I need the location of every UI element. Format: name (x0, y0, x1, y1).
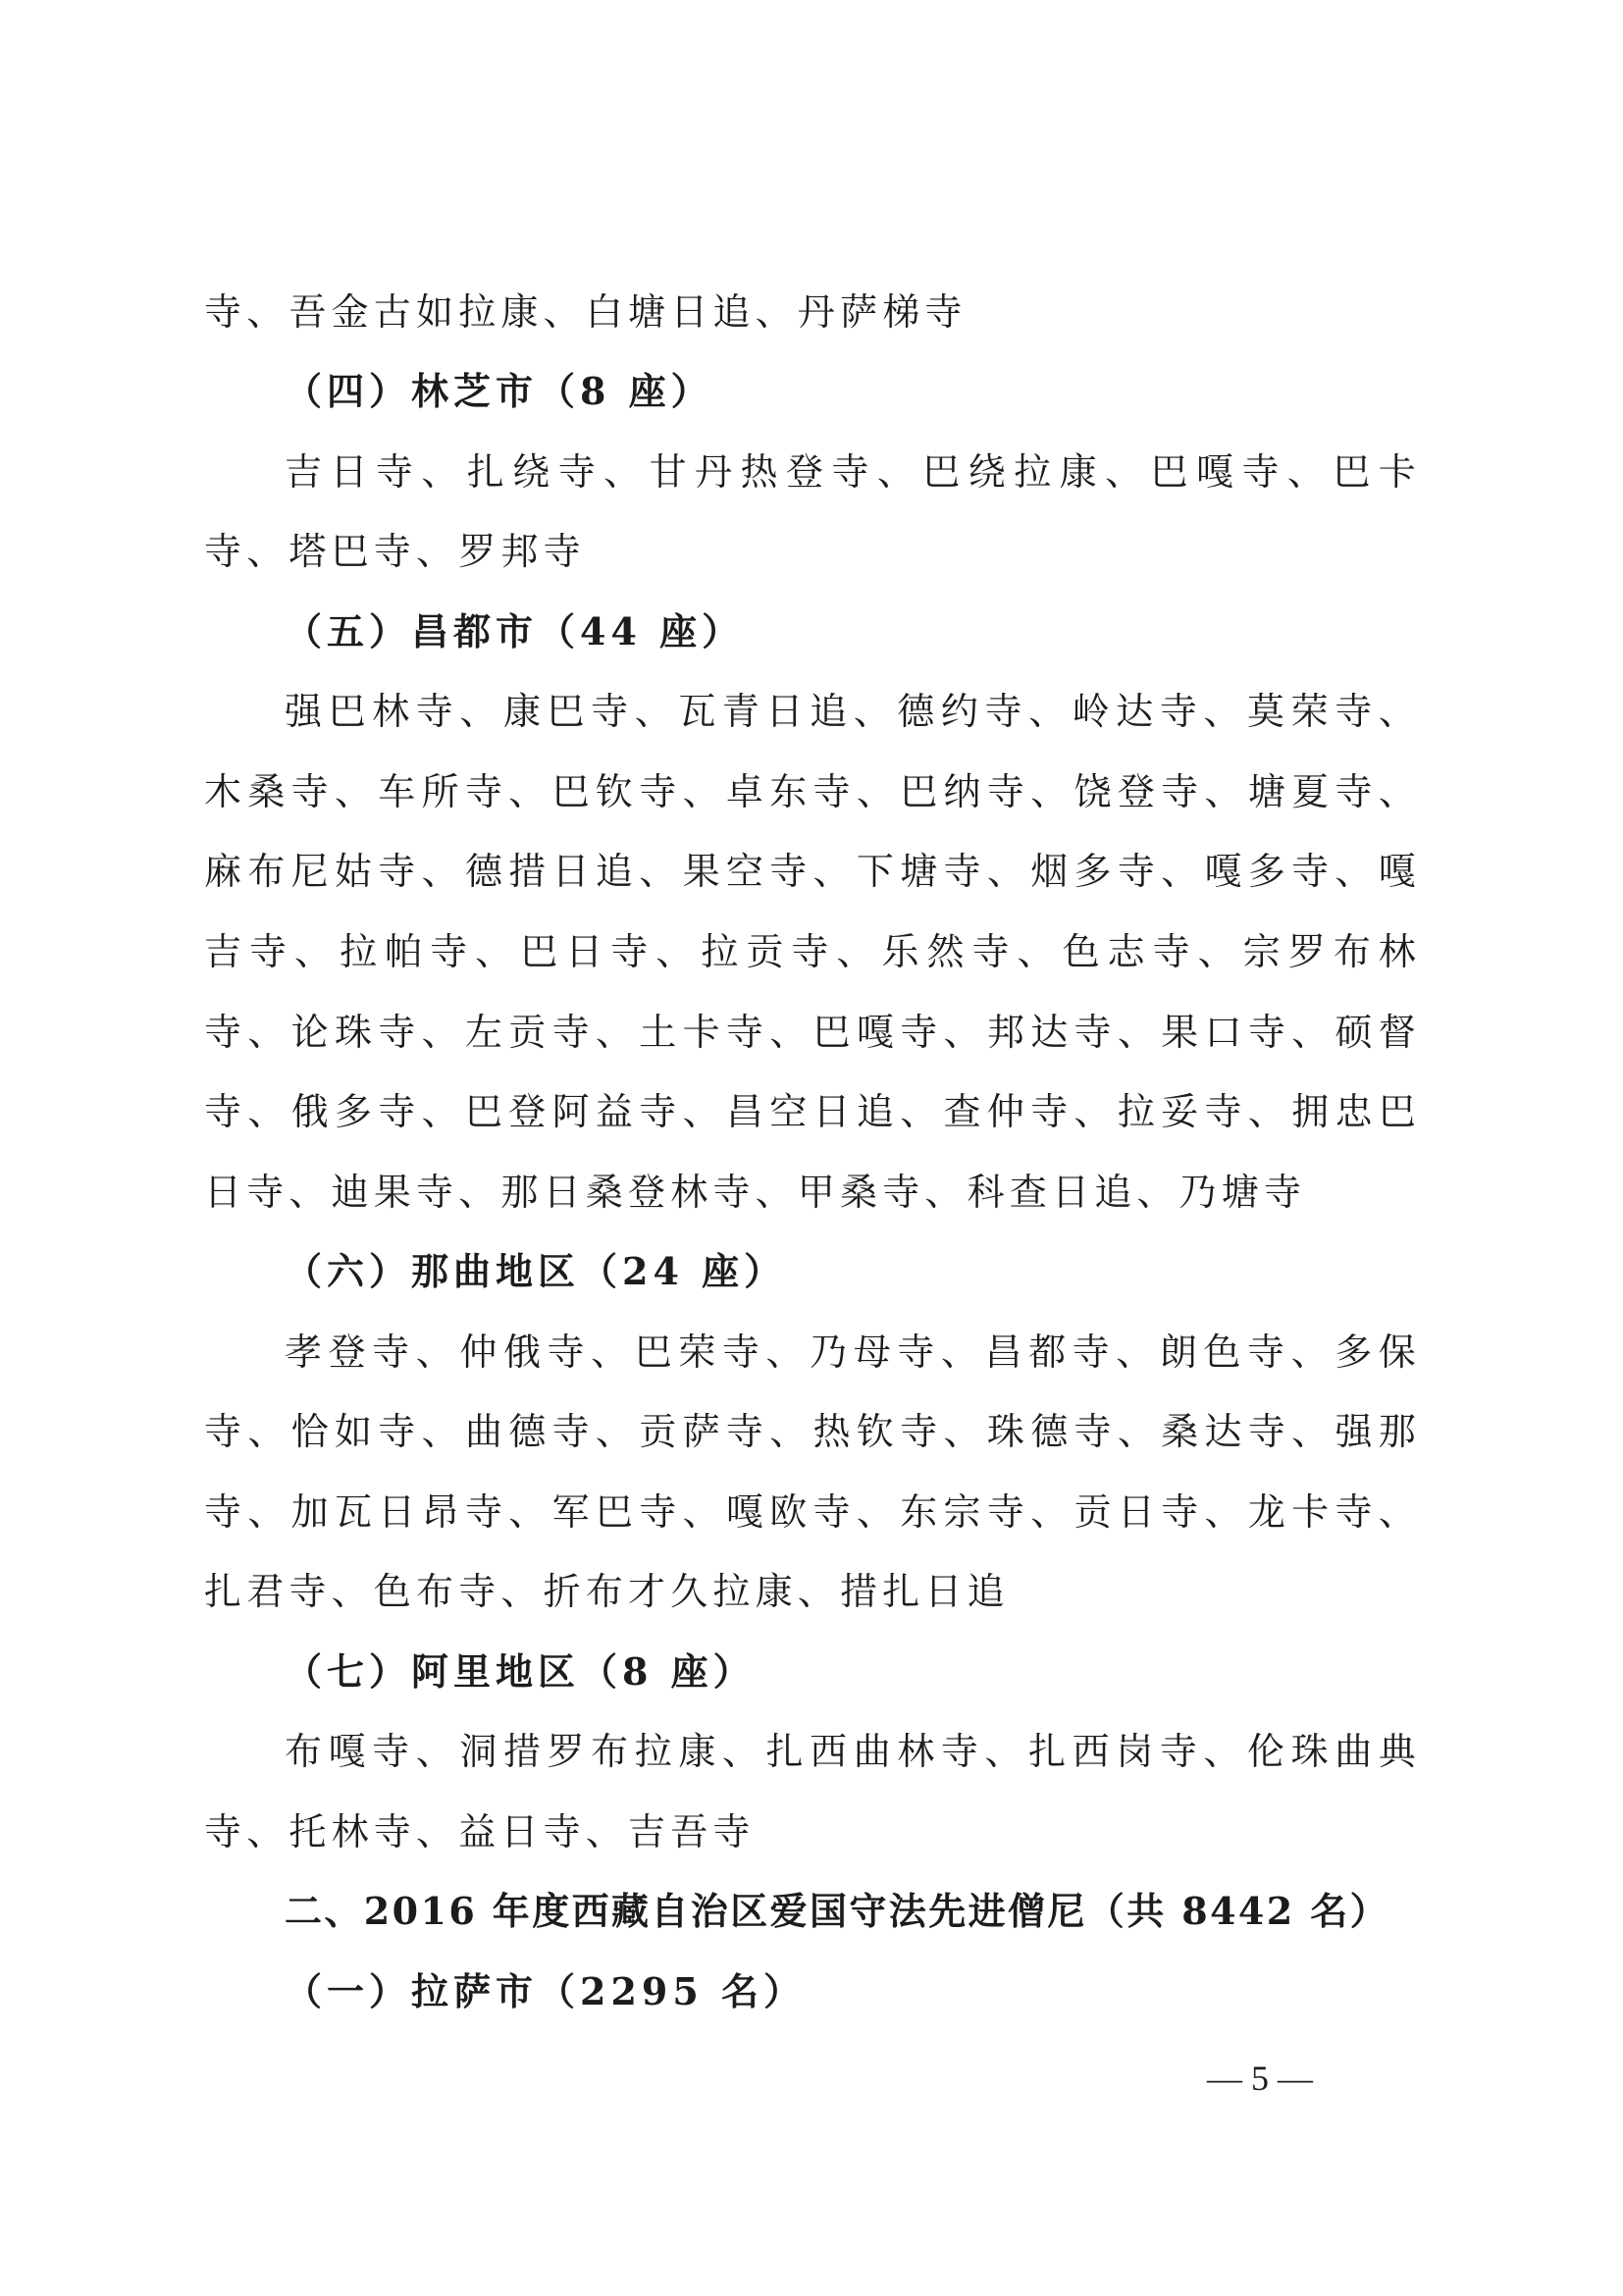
section-heading-lhasa: （一）拉萨市（2295 名） (285, 1969, 806, 2013)
text-line: 吉日寺、扎绕寺、甘丹热登寺、巴绕拉康、巴嘎寺、巴卡 (285, 450, 1421, 494)
text-line: 强巴林寺、康巴寺、瓦青日追、德约寺、岭达寺、莫荣寺、 (285, 690, 1421, 733)
section-heading-ali: （七）阿里地区（8 座） (285, 1649, 756, 1694)
section-heading-linzhi: （四）林芝市（8 座） (285, 369, 713, 413)
text-line: 木桑寺、车所寺、巴钦寺、卓东寺、巴纳寺、饶登寺、塘夏寺、 (204, 770, 1421, 813)
text-line: 布嘎寺、洞措罗布拉康、扎西曲林寺、扎西岗寺、伦珠曲典 (285, 1730, 1421, 1773)
text-line: 吉寺、拉帕寺、巴日寺、拉贡寺、乐然寺、色志寺、宗罗布林 (204, 930, 1421, 973)
section-heading-naqu: （六）那曲地区（24 座） (285, 1249, 787, 1293)
text-line: 日寺、迪果寺、那日桑登林寺、甲桑寺、科查日追、乃塘寺 (204, 1171, 1307, 1214)
text-line: 寺、托林寺、益日寺、吉吾寺 (204, 1810, 756, 1853)
text-line: 寺、塔巴寺、罗邦寺 (204, 530, 586, 573)
text-line: 扎君寺、色布寺、折布才久拉康、措扎日追 (204, 1570, 1010, 1613)
chapter-heading-monks-nuns: 二、2016 年度西藏自治区爱国守法先进僧尼（共 8442 名） (285, 1889, 1390, 1933)
text-line: 麻布尼姑寺、德措日追、果空寺、下塘寺、烟多寺、嘎多寺、嘎 (204, 850, 1421, 893)
text-line: 寺、吾金古如拉康、白塘日追、丹萨梯寺 (204, 290, 968, 334)
text-line: 寺、恰如寺、曲德寺、贡萨寺、热钦寺、珠德寺、桑达寺、强那 (204, 1410, 1421, 1453)
text-line: 寺、加瓦日昂寺、军巴寺、嘎欧寺、东宗寺、贡日寺、龙卡寺、 (204, 1490, 1421, 1534)
text-line: 寺、论珠寺、左贡寺、土卡寺、巴嘎寺、邦达寺、果口寺、硕督 (204, 1011, 1421, 1054)
text-line: 孝登寺、仲俄寺、巴荣寺、乃母寺、昌都寺、朗色寺、多保 (285, 1331, 1421, 1374)
page-number: — 5 — (1207, 2059, 1313, 2098)
text-line: 寺、俄多寺、巴登阿益寺、昌空日追、查仲寺、拉妥寺、拥忠巴 (204, 1090, 1421, 1133)
section-heading-changdu: （五）昌都市（44 座） (285, 609, 745, 653)
